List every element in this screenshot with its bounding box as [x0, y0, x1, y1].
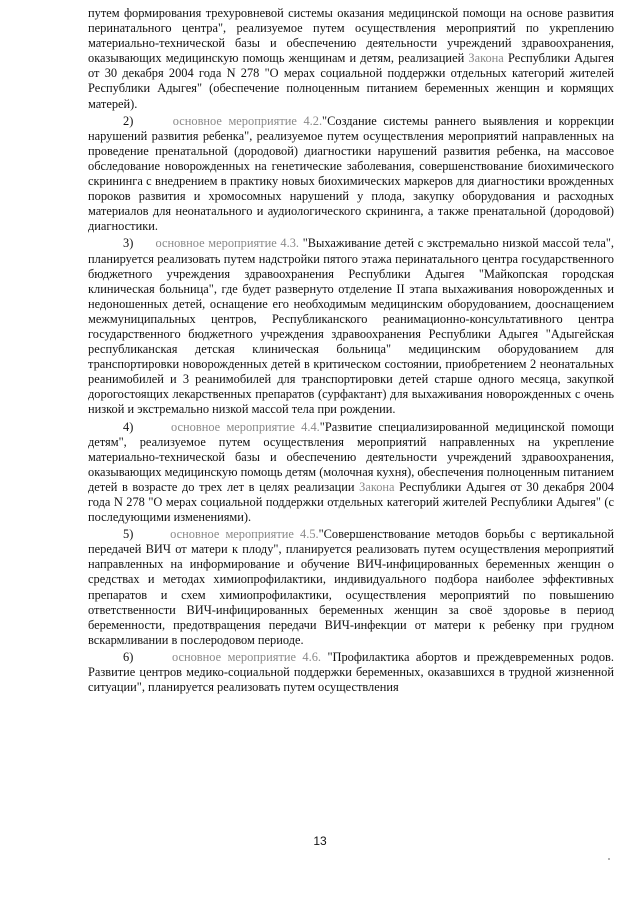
law-link[interactable]: Закона [359, 479, 395, 494]
item-number: 3) [123, 236, 134, 251]
paragraph-item-6 [88, 650, 614, 695]
measure-link[interactable]: основное мероприятие 4.5. [170, 527, 319, 542]
measure-link[interactable]: основное мероприятие 4.6. [171, 649, 322, 664]
paragraph-item-3 [88, 236, 614, 417]
paragraph-item-2 [88, 114, 614, 235]
paragraph-text: "Создание системы раннего выявления и коррекции нарушений развития ребенка", реализуемое путем осуществления мероприятий направленных на проведение пренатальной (дородовой) диагностики нарушений развития ребенка, на массовое обследование новорожденных на генетические заболевания, совершенствование биохимического скрининга с внедрением в практику новых биохимических маркеров для диагностики врожденных пороков развития и хромосомных нарушений у плода, закупку оборудования и расходных материалов для неонатального и аудиологического скрининга, а также пренатальной (дородовой) диагностики. [88, 113, 614, 234]
paragraph-item-5 [88, 527, 614, 648]
measure-link[interactable]: основное мероприятие 4.4. [171, 419, 320, 434]
paragraph-text: "Совершенствование методов борьбы с вертикальной передачей ВИЧ от матери к плоду", планируется реализовать путем осуществления мероприятий направленных на информирование и обучение ВИЧ-инфицированных беременных женщин о средствах и методах химиопрофилактики, индивидуального подбора наиболее эффективных препаратов и схем химиопрофилактики, осуществления мероприятий по повышению ответственности ВИЧ-инфицированных беременных женщин за своё здоровье в период беременности, предотвращения передачи ВИЧ-инфекции от матери к ребенку при грудном вскармливании в послеродовом периоде. [88, 527, 614, 647]
scan-speck [608, 858, 610, 860]
law-link[interactable]: Закона [468, 51, 504, 66]
paragraph-text-after: Республики Адыгея от 30 декабря 2004 года N 278 "О мерах социальной поддержки отдельных категорий жителей Республики Адыгея" (с последующими изменениями). [88, 479, 614, 525]
item-number: 6) [123, 649, 134, 664]
measure-link[interactable]: основное мероприятие 4.3. [155, 236, 300, 251]
item-number: 2) [123, 113, 134, 128]
paragraph-continuation [88, 6, 614, 112]
paragraph-text-after: Республики Адыгея от 30 декабря 2004 года N 278 "О мерах социальной поддержки отдельных категорий жителей Республики Адыгея" (обеспечение полноценным питанием беременных женщин и кормящих матерей). [88, 51, 614, 111]
paragraph-item-4 [88, 420, 614, 526]
paragraph-text: "Развитие специализированной медицинской помощи детям", реализуемое путем осуществления мероприятий направленных на укрепление материально-технической базы и обеспечению деятельности учреждений здравоохранения, оказывающих медицинскую помощь детям (молочная кухня), обеспечения полноценным питанием детей в возрасте до трех лет в целях реализации [88, 419, 615, 494]
item-number: 5) [123, 527, 134, 542]
document-page [88, 6, 614, 697]
paragraph-text: "Выхаживание детей с экстремально низкой массой тела", планируется реализовать путем надстройки пятого этажа перинатального центра государственного бюджетного учреждения здравоохранения Республики Адыгея "Майкопская городская клиническая больница", где будет развернуто отделение II этапа выхаживания новорожденных и недоношенных детей, оснащение его необходимым медицинским оборудованием, дооснащением межмуниципальных центров, Республиканского реанимационно-консультативного центра государственного бюджетного учреждения здравоохранения Республики Адыгея "Адыгейская республиканская детская клиническая больница" медицинским оборудованием для транспортировки новорожденных детей в критическом состоянии, приобретением 2 неонатальных реанимобилей и 3 реанимобилей для транспортировки детей старше одного месяца, закупкой дорогостоящих лекарственных препаратов (сурфактант) для выхаживания новорожденных с очень низкой и экстремально низкой массой тела при рождении. [88, 236, 615, 417]
measure-link[interactable]: основное мероприятие 4.2. [172, 113, 323, 128]
item-number: 4) [123, 419, 134, 434]
page-number: 13 [313, 834, 327, 848]
paragraph-text: "Профилактика абортов и преждевременных родов. Развитие центров медико-социальной поддержки беременных, оказавшихся в трудной жизненной ситуации", планируется реализовать путем осуществления [88, 649, 614, 695]
paragraph-text: путем формирования трехуровневой системы оказания медицинской помощи на основе развития перинатального центра", реализуемое путем осуществления мероприятий по укреплению материально-технической базы и обеспечению деятельности учреждений здравоохранения, оказывающих медицинскую помощь женщинам и детям, реализацией [88, 6, 614, 66]
